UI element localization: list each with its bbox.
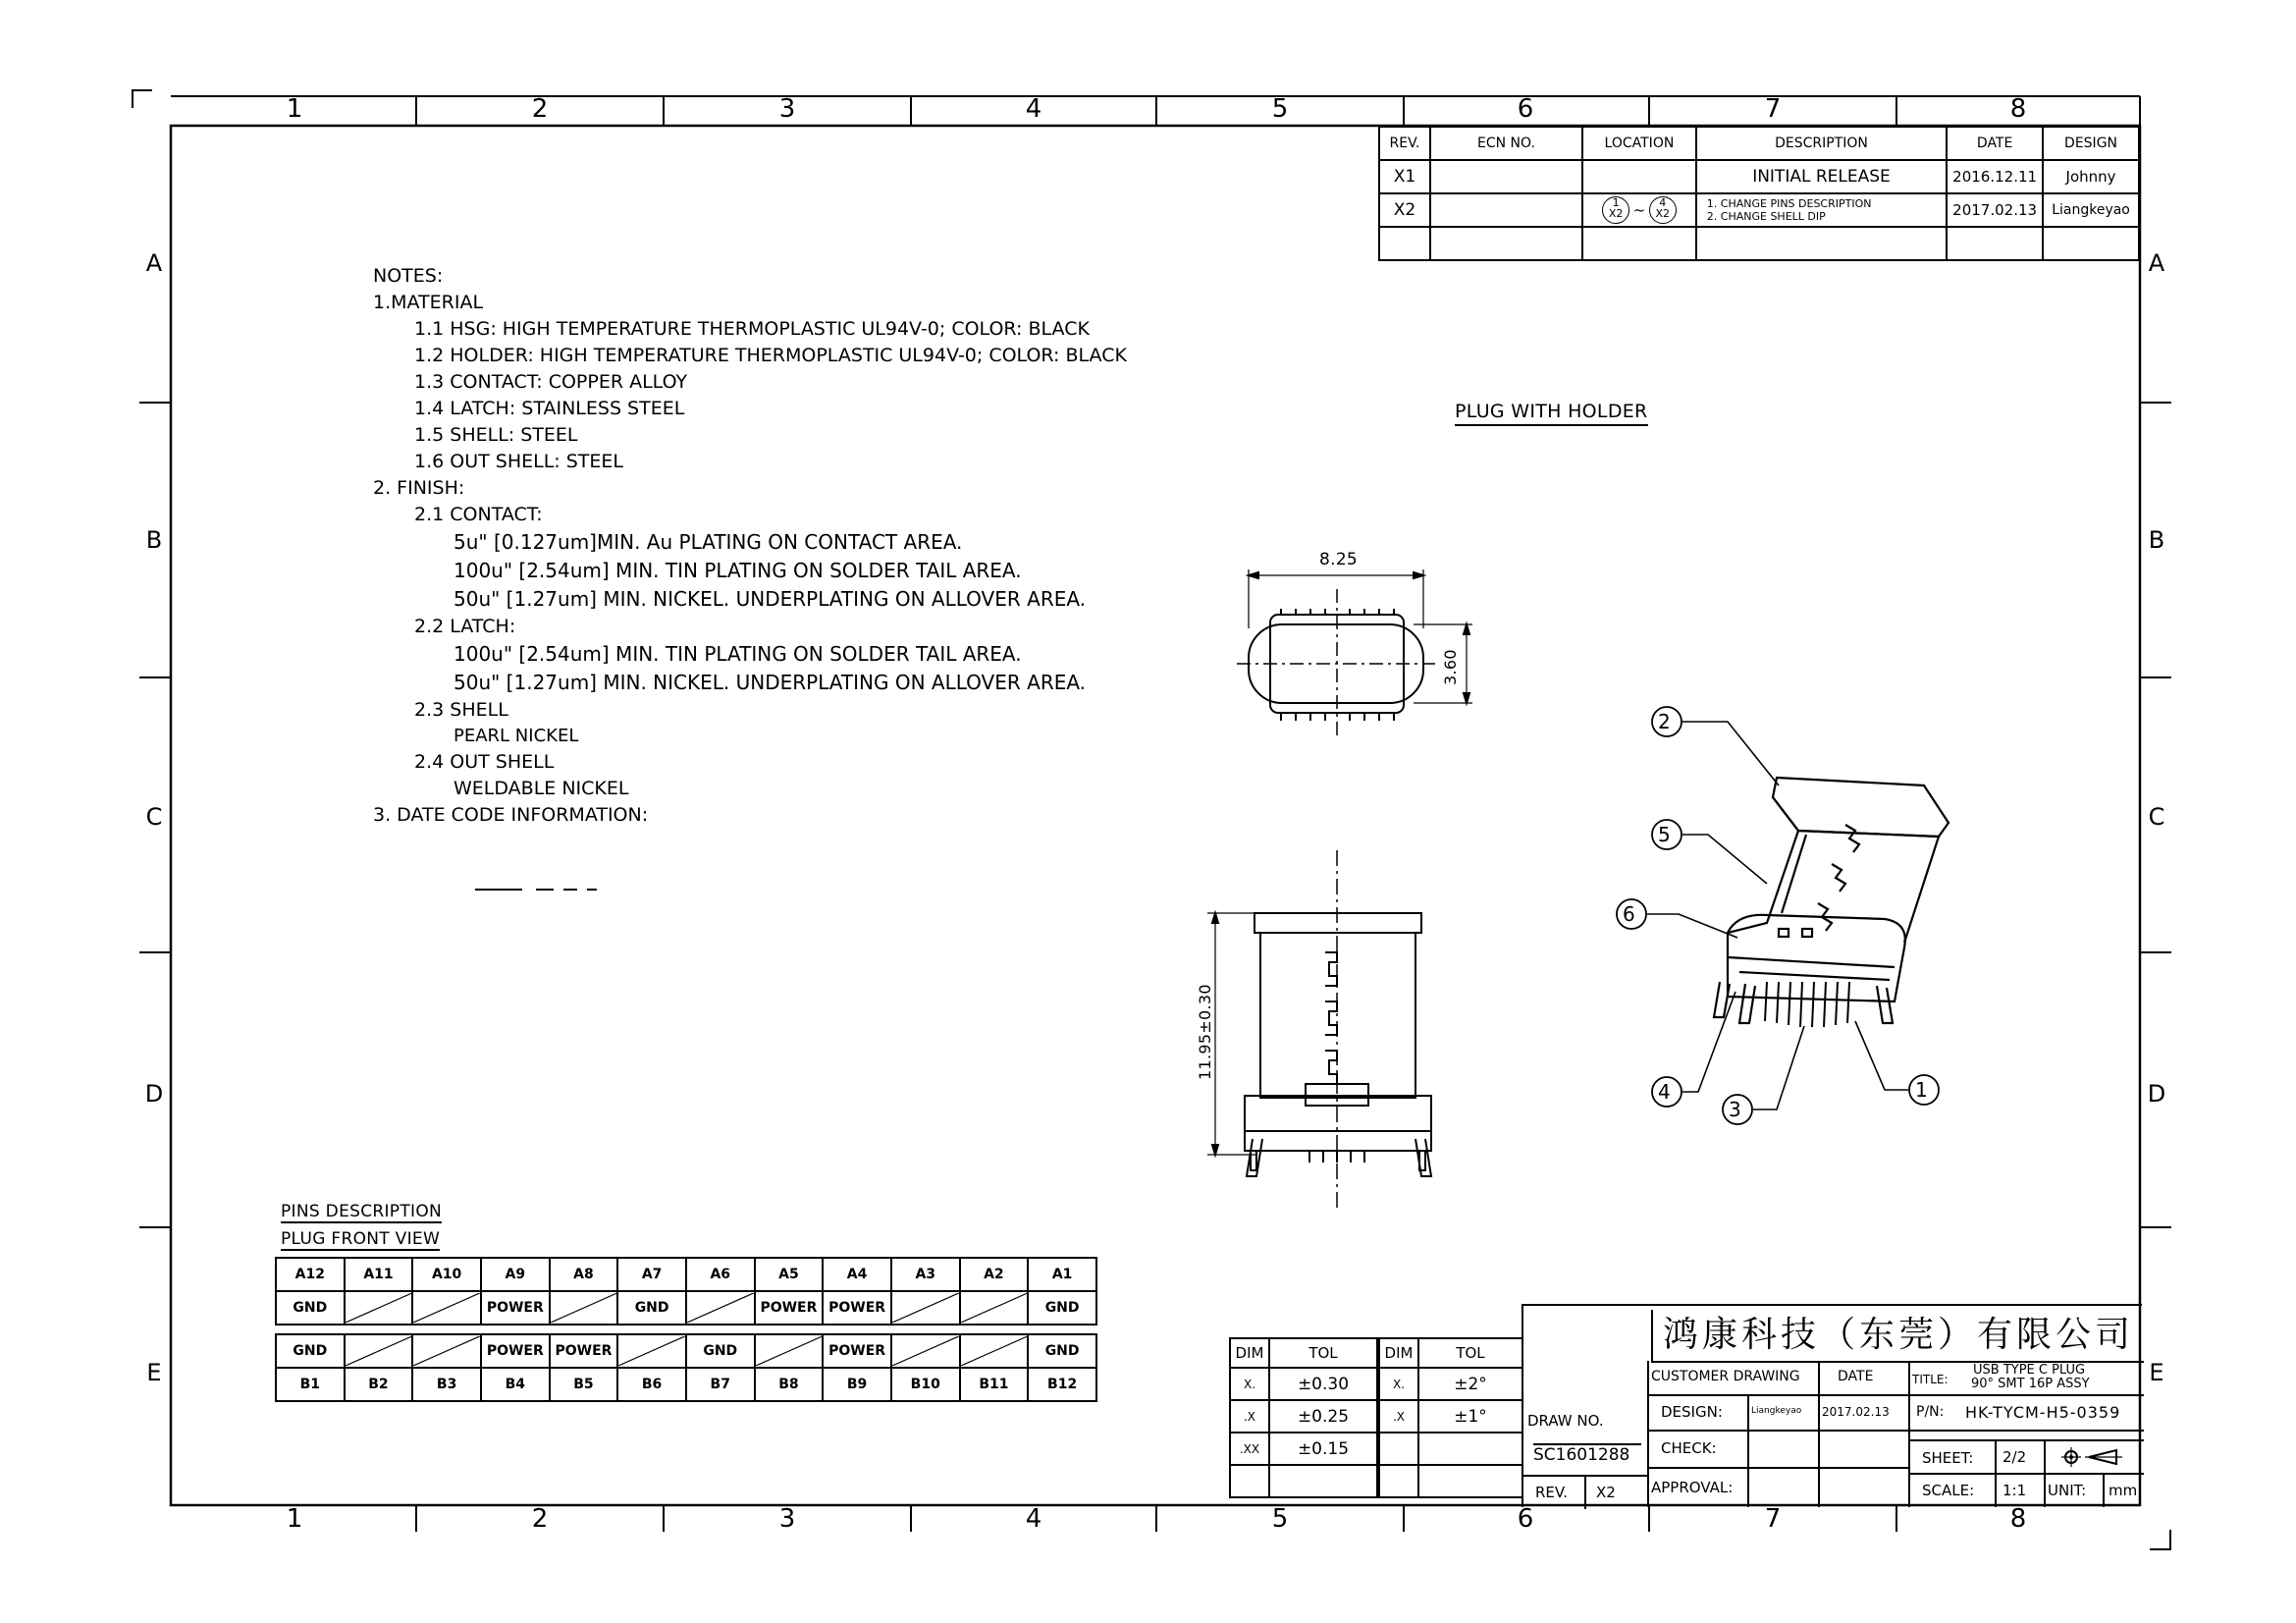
zone-row-b-right: B <box>2148 526 2165 554</box>
location-from-number: 1 <box>1612 196 1620 209</box>
note-2-3-a: PEARL NICKEL <box>454 726 579 746</box>
date-x2: 2017.02.13 <box>1947 193 2043 227</box>
ecn-x2 <box>1430 193 1582 227</box>
pins-subtitle: PLUG FRONT VIEW <box>281 1229 441 1249</box>
note-1-2: 1.2 HOLDER: HIGH TEMPERATURE THERMOPLASTIC UL94V-0; COLOR: BLACK <box>414 345 1127 366</box>
balloon-3: 3 <box>1729 1098 1742 1121</box>
pin-a-func-3: POWER <box>481 1291 550 1325</box>
zone-col-2-top: 2 <box>531 94 549 124</box>
pin-a-label-0: A12 <box>276 1258 345 1291</box>
angular-dim-header: DIM <box>1379 1338 1418 1368</box>
pin-a-label-7: A5 <box>755 1258 824 1291</box>
company-name: 鸿康科技（东莞）有限公司 <box>1651 1310 2144 1363</box>
zone-col-3-bottom: 3 <box>778 1504 796 1534</box>
pin-a-label-9: A3 <box>891 1258 960 1291</box>
zone-row-c-right: C <box>2148 803 2165 831</box>
zone-col-8-bottom: 8 <box>2009 1504 2027 1534</box>
zone-col-7-bottom: 7 <box>1764 1504 1782 1534</box>
zone-row-a-left: A <box>145 249 163 277</box>
zone-row-d-left: D <box>144 1080 164 1108</box>
rev-label: REV. <box>1535 1484 1568 1501</box>
zone-col-2-bottom: 2 <box>531 1504 549 1534</box>
pins-table-b <box>275 1333 1097 1402</box>
zone-col-7-top: 7 <box>1764 94 1782 124</box>
location-to-number: 4 <box>1659 196 1667 209</box>
zone-col-8-top: 8 <box>2009 94 2027 124</box>
note-2-2-a: 100u" [2.54um] MIN. TIN PLATING ON SOLDER TAIL AREA. <box>454 642 1022 666</box>
pin-b-func-11: GND <box>1028 1334 1096 1368</box>
zone-col-5-top: 5 <box>1271 94 1289 124</box>
pin-a-label-11: A1 <box>1028 1258 1096 1291</box>
pin-a-func-0: GND <box>276 1291 345 1325</box>
pin-b-func-8: POWER <box>823 1334 891 1368</box>
check-label: CHECK: <box>1661 1439 1717 1457</box>
pin-b-label-7: B8 <box>755 1368 824 1401</box>
unit-value: mm <box>2109 1482 2138 1499</box>
scale-value: 1:1 <box>2002 1482 2027 1499</box>
description-x2-line-2: 2. CHANGE SHELL DIP <box>1706 210 1826 223</box>
zone-col-1-bottom: 1 <box>286 1504 303 1534</box>
sheet-label: SHEET: <box>1922 1449 1974 1467</box>
pin-a-label-2: A10 <box>412 1258 481 1291</box>
linear-tol-1: ±0.25 <box>1269 1400 1377 1433</box>
rev-header: REV. <box>1379 127 1430 160</box>
note-1-3: 1.3 CONTACT: COPPER ALLOY <box>414 371 688 393</box>
pin-a-label-4: A8 <box>550 1258 618 1291</box>
sheet-value: 2/2 <box>2002 1448 2027 1466</box>
end-view <box>1237 569 1472 736</box>
pin-b-func-7 <box>755 1334 824 1368</box>
designer-name: Liangkeyao <box>1751 1406 1802 1416</box>
draw-no: SC1601288 <box>1533 1443 1641 1465</box>
zone-col-1-top: 1 <box>286 94 303 124</box>
customer-drawing-label: CUSTOMER DRAWING <box>1651 1369 1800 1384</box>
pin-a-label-1: A11 <box>345 1258 413 1291</box>
pin-b-func-4: POWER <box>550 1334 618 1368</box>
isometric-view <box>1714 778 1949 1027</box>
note-2-2: 2.2 LATCH: <box>414 616 516 637</box>
location-to-zone: X2 <box>1655 207 1670 220</box>
pin-b-label-11: B12 <box>1028 1368 1096 1401</box>
design-x2: Liangkeyao <box>2043 193 2139 227</box>
pin-a-func-6 <box>686 1291 755 1325</box>
angular-dim-0: X. <box>1379 1368 1418 1400</box>
design-header: DESIGN <box>2043 127 2139 160</box>
pin-a-label-5: A7 <box>617 1258 686 1291</box>
pin-a-func-10 <box>960 1291 1029 1325</box>
zone-col-4-bottom: 4 <box>1025 1504 1042 1534</box>
angular-tol-1: ±1° <box>1418 1400 1522 1433</box>
balloon-2: 2 <box>1658 710 1672 733</box>
location-x2 <box>1582 193 1696 227</box>
pin-a-label-10: A2 <box>960 1258 1029 1291</box>
pin-a-label-6: A6 <box>686 1258 755 1291</box>
note-1-4: 1.4 LATCH: STAINLESS STEEL <box>414 398 685 419</box>
pin-b-func-0: GND <box>276 1334 345 1368</box>
pin-b-label-3: B4 <box>481 1368 550 1401</box>
note-2-3: 2.3 SHELL <box>414 699 508 721</box>
dimension-width: 8.25 <box>1319 550 1359 569</box>
location-header: LOCATION <box>1582 127 1696 160</box>
note-finish: 2. FINISH: <box>373 477 465 499</box>
balloon-4: 4 <box>1658 1080 1672 1104</box>
angular-tol-header: TOL <box>1418 1338 1522 1368</box>
zone-col-6-top: 6 <box>1517 94 1534 124</box>
location-to-balloon <box>1649 196 1677 224</box>
pn-label: P/N: <box>1916 1404 1945 1420</box>
pin-a-label-8: A4 <box>823 1258 891 1291</box>
pin-b-func-10 <box>960 1334 1029 1368</box>
zone-col-6-bottom: 6 <box>1517 1504 1534 1534</box>
description-header: DESCRIPTION <box>1696 127 1947 160</box>
location-from-balloon <box>1602 196 1629 224</box>
pin-a-func-8: POWER <box>823 1291 891 1325</box>
title-block <box>1522 1304 2142 1507</box>
description-x1: INITIAL RELEASE <box>1696 160 1947 193</box>
pin-b-label-0: B1 <box>276 1368 345 1401</box>
pin-b-func-9 <box>891 1334 960 1368</box>
date-header: DATE <box>1947 127 2043 160</box>
rev-x2: X2 <box>1379 193 1430 227</box>
notes-block <box>373 263 1127 829</box>
location-separator: ~ <box>1632 201 1646 219</box>
zone-row-d-right: D <box>2147 1080 2166 1108</box>
pin-a-func-11: GND <box>1028 1291 1096 1325</box>
zone-col-4-top: 4 <box>1025 94 1042 124</box>
pin-a-func-7: POWER <box>755 1291 824 1325</box>
rev-value: X2 <box>1596 1484 1616 1501</box>
notes-heading: NOTES: <box>373 265 444 287</box>
pin-a-func-2 <box>412 1291 481 1325</box>
pin-b-func-3: POWER <box>481 1334 550 1368</box>
zone-row-a-right: A <box>2148 249 2165 277</box>
pin-b-label-9: B10 <box>891 1368 960 1401</box>
pins-title: PINS DESCRIPTION <box>281 1202 443 1221</box>
angular-dim-1: .X <box>1379 1400 1418 1433</box>
pin-b-label-8: B9 <box>823 1368 891 1401</box>
pin-b-label-10: B11 <box>960 1368 1029 1401</box>
linear-dim-1: .X <box>1230 1400 1269 1433</box>
zone-row-e-right: E <box>2149 1359 2164 1386</box>
projection-symbol-icon <box>2057 1442 2136 1472</box>
date-x1: 2016.12.11 <box>1947 160 2043 193</box>
design-x1: Johnny <box>2043 160 2139 193</box>
pin-b-label-1: B2 <box>345 1368 413 1401</box>
balloon-1: 1 <box>1915 1078 1929 1102</box>
note-date-code: 3. DATE CODE INFORMATION: <box>373 804 649 826</box>
revision-table <box>1378 126 2140 261</box>
note-2-1-b: 100u" [2.54um] MIN. TIN PLATING ON SOLDER TAIL AREA. <box>454 559 1022 582</box>
pin-a-func-4 <box>550 1291 618 1325</box>
note-2-4-a: WELDABLE NICKEL <box>454 778 629 799</box>
balloon-6: 6 <box>1623 902 1636 926</box>
note-2-1: 2.1 CONTACT: <box>414 504 543 525</box>
location-x1 <box>1582 160 1696 193</box>
linear-tolerance-table <box>1229 1337 1378 1498</box>
pin-a-func-1 <box>345 1291 413 1325</box>
linear-dim-header: DIM <box>1230 1338 1269 1368</box>
rev-x1: X1 <box>1379 160 1430 193</box>
date-label: DATE <box>1838 1369 1874 1384</box>
side-view <box>1207 850 1431 1208</box>
linear-tol-0: ±0.30 <box>1269 1368 1377 1400</box>
note-2-2-b: 50u" [1.27um] MIN. NICKEL. UNDERPLATING ON ALLOVER AREA. <box>454 671 1087 694</box>
note-2-1-a: 5u" [0.127um]MIN. Au PLATING ON CONTACT AREA. <box>454 530 963 554</box>
pins-table-a <box>275 1257 1097 1325</box>
linear-tol-2: ±0.15 <box>1269 1433 1377 1465</box>
angular-tolerance-table <box>1378 1337 1523 1498</box>
pin-a-func-9 <box>891 1291 960 1325</box>
linear-tol-header: TOL <box>1269 1338 1377 1368</box>
pin-b-label-6: B7 <box>686 1368 755 1401</box>
title-line-1: USB TYPE C PLUG <box>1973 1363 2086 1378</box>
location-from-zone: X2 <box>1608 207 1624 220</box>
linear-dim-2: .XX <box>1230 1433 1269 1465</box>
zone-row-b-left: B <box>145 526 163 554</box>
pin-b-label-4: B5 <box>550 1368 618 1401</box>
draw-no-label: DRAW NO. <box>1527 1412 1604 1430</box>
title-label: TITLE: <box>1912 1373 1949 1386</box>
note-material: 1.MATERIAL <box>373 292 484 313</box>
pin-b-func-1 <box>345 1334 413 1368</box>
scale-label: SCALE: <box>1922 1482 1975 1499</box>
balloon-5: 5 <box>1658 823 1672 846</box>
design-date: 2017.02.13 <box>1822 1405 1890 1419</box>
zone-row-c-left: C <box>145 803 163 831</box>
unit-label: UNIT: <box>2048 1482 2087 1499</box>
zone-col-5-bottom: 5 <box>1271 1504 1289 1534</box>
ecn-header: ECN NO. <box>1430 127 1582 160</box>
note-1-5: 1.5 SHELL: STEEL <box>414 424 578 446</box>
dimension-length: 11.95±0.30 <box>1196 984 1214 1080</box>
pin-b-func-2 <box>412 1334 481 1368</box>
dimension-height: 3.60 <box>1441 649 1460 685</box>
pin-b-label-5: B6 <box>617 1368 686 1401</box>
pin-b-label-2: B3 <box>412 1368 481 1401</box>
zone-row-e-left: E <box>146 1359 162 1386</box>
title-line-2: 90° SMT 16P ASSY <box>1971 1377 2090 1391</box>
pin-a-label-3: A9 <box>481 1258 550 1291</box>
design-label: DESIGN: <box>1661 1403 1723 1421</box>
approval-label: APPROVAL: <box>1651 1479 1734 1496</box>
zone-col-3-top: 3 <box>778 94 796 124</box>
ecn-x1 <box>1430 160 1582 193</box>
pin-b-func-6: GND <box>686 1334 755 1368</box>
pin-b-func-5 <box>617 1334 686 1368</box>
note-1-1: 1.1 HSG: HIGH TEMPERATURE THERMOPLASTIC UL94V-0; COLOR: BLACK <box>414 318 1090 340</box>
note-2-4: 2.4 OUT SHELL <box>414 751 555 773</box>
part-number: HK-TYCM-H5-0359 <box>1965 1403 2121 1422</box>
note-2-1-c: 50u" [1.27um] MIN. NICKEL. UNDERPLATING ON ALLOVER AREA. <box>454 587 1087 611</box>
angular-tol-0: ±2° <box>1418 1368 1522 1400</box>
note-1-6: 1.6 OUT SHELL: STEEL <box>414 451 623 472</box>
description-x2-line-1: 1. CHANGE PINS DESCRIPTION <box>1706 197 1872 210</box>
linear-dim-0: X. <box>1230 1368 1269 1400</box>
view-title: PLUG WITH HOLDER <box>1455 401 1648 426</box>
pin-a-func-5: GND <box>617 1291 686 1325</box>
